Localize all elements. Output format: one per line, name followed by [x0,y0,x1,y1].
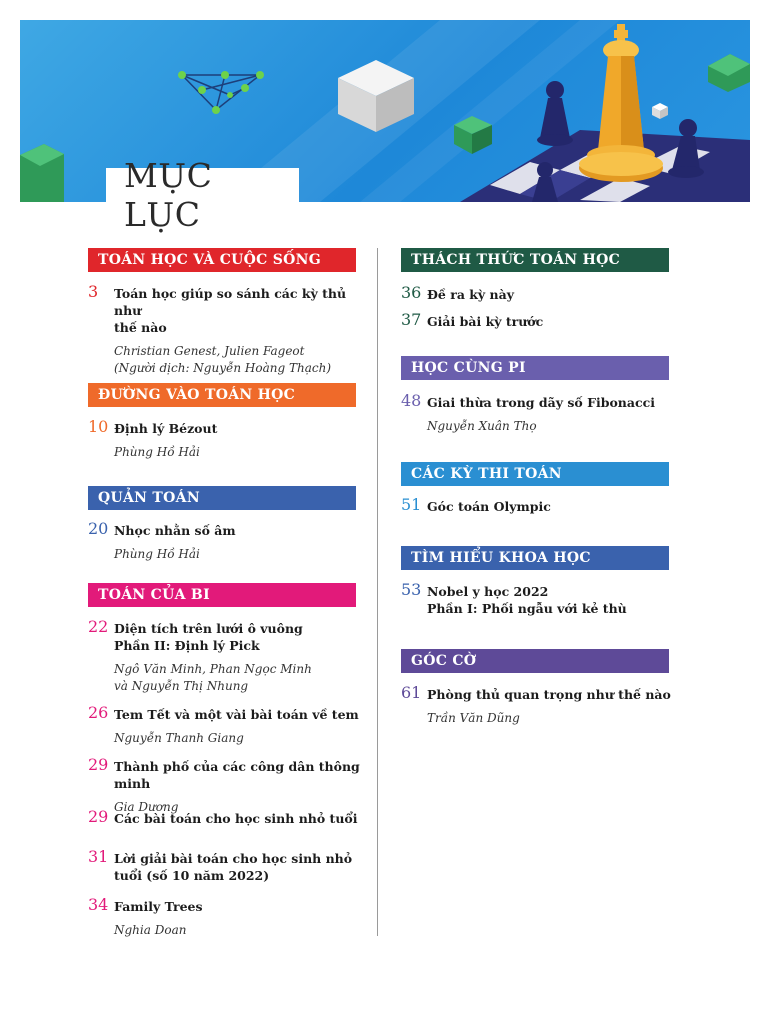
article-author: Nguyễn Thanh Giang [114,731,244,745]
article-title: Diện tích trên lưới ô vuông Phần II: Định lý Pick [114,621,303,653]
article-title: Giải bài kỳ trước [427,314,544,329]
page-number: 61 [401,683,422,702]
article-title: Thành phố của các công dân thông minh [114,759,360,791]
toc-entry[interactable] [88,282,368,377]
article-author: Christian Genest, Julien Fageot (Người dịch: Nguyễn Hoàng Thạch) [114,344,331,375]
page-number: 22 [88,617,109,636]
section-header[interactable]: THÁCH THỨC TOÁN HỌC [401,248,669,272]
page-number: 29 [88,755,109,774]
page-number: 3 [88,282,99,301]
article-author: Gia Dương [114,800,179,814]
page-number: 48 [401,391,422,410]
section-header[interactable]: HỌC CÙNG PI [401,356,669,380]
article-title: Góc toán Olympic [427,499,551,514]
toc-entry[interactable] [88,755,368,816]
toc-entry[interactable] [88,617,368,695]
toc-entry[interactable] [401,495,701,515]
article-author: Nghia Doan [114,923,187,937]
article-author: Nguyễn Xuân Thọ [427,419,537,433]
article-title: Family Trees [114,899,203,914]
article-title: Đề ra kỳ này [427,287,514,302]
toc-entry[interactable] [401,580,701,617]
section-header[interactable]: ĐƯỜNG VÀO TOÁN HỌC [88,383,356,407]
article-title: Phòng thủ quan trọng như thế nào [427,687,671,702]
toc-entry[interactable] [88,895,368,939]
toc-entry[interactable] [88,519,368,563]
page-title: MỤC LỤC [124,156,213,234]
article-title: Tem Tết và một vài bài toán về tem [114,707,359,722]
page-number: 37 [401,310,422,329]
toc-entry[interactable] [88,417,368,461]
toc-entry[interactable] [401,283,701,303]
section-header[interactable]: TÌM HIỂU KHOA HỌC [401,546,669,570]
toc-entry[interactable] [88,703,368,747]
pawn-icon [537,81,573,146]
section-header[interactable]: TOÁN CỦA BI [88,583,356,607]
page-number: 34 [88,895,109,914]
article-title: Toán học giúp so sánh các kỳ thủ như thế nào [114,286,347,335]
small-cube-icon [652,103,668,119]
article-title: Nobel y học 2022 Phần I: Phối ngẫu với kẻ thù [427,584,627,616]
king-piece-icon [579,24,663,182]
green-cube-icon [708,54,750,92]
article-title: Lời giải bài toán cho học sinh nhỏ tuổi (số 10 năm 2022) [114,851,353,883]
article-author: Trần Văn Dũng [427,711,520,725]
section-header[interactable]: TOÁN HỌC VÀ CUỘC SỐNG [88,248,356,272]
article-author: Phùng Hồ Hải [114,547,200,561]
page-number: 10 [88,417,109,436]
column-divider [377,248,378,936]
page-number: 26 [88,703,109,722]
toc-entry[interactable] [401,391,701,435]
green-cube-icon [20,144,64,202]
article-title: Các bài toán cho học sinh nhỏ tuổi [114,811,358,826]
network-graph-icon [182,75,260,110]
toc-entry[interactable] [88,847,368,884]
article-title: Định lý Bézout [114,421,218,436]
page-number: 20 [88,519,109,538]
page-number: 36 [401,283,422,302]
toc-entry[interactable] [401,310,701,330]
page-title-box [106,156,299,234]
section-header[interactable]: CÁC KỲ THI TOÁN [401,462,669,486]
section-header[interactable]: GÓC CỜ [401,649,669,673]
header-banner [20,20,750,234]
article-author: Ngô Văn Minh, Phan Ngọc Minh và Nguyễn Thị Nhung [114,662,312,693]
toc-entry[interactable] [401,683,701,727]
page-number: 53 [401,580,422,599]
page-number: 29 [88,807,109,826]
article-title: Giai thừa trong dãy số Fibonacci [427,395,655,410]
page-number: 51 [401,495,422,514]
article-author: Phùng Hồ Hải [114,445,200,459]
article-title: Nhọc nhằn số âm [114,523,236,538]
section-header[interactable]: QUẢN TOÁN [88,486,356,510]
page-number: 31 [88,847,109,866]
